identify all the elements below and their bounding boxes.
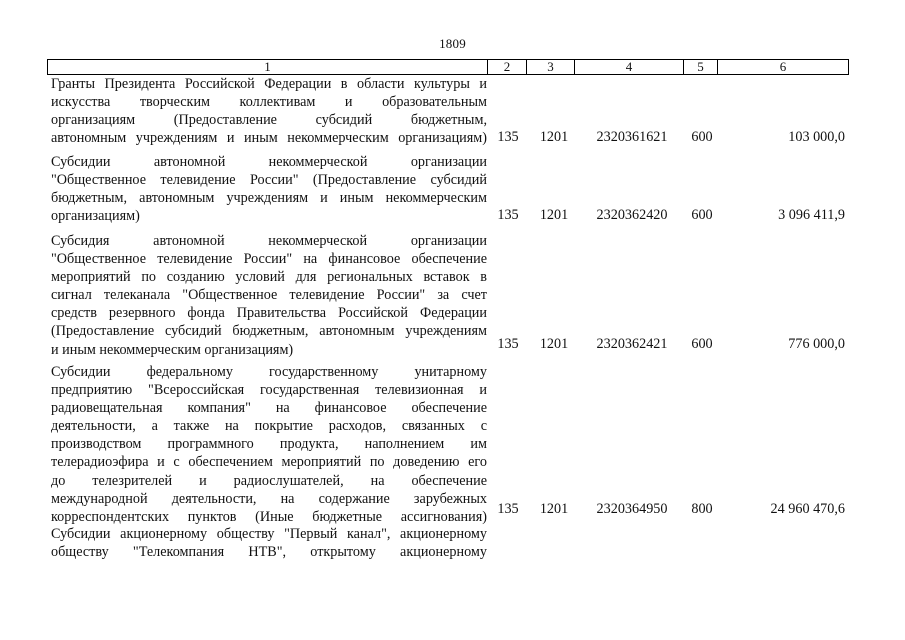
- row-target-code: 2320361621: [596, 129, 668, 145]
- row-description: [51, 75, 487, 147]
- row-amount: 776 000,0: [788, 336, 845, 352]
- description-line: Субсидии акционерному обществу "Первый канал", акционерному: [51, 526, 487, 542]
- description-line: Гранты Президента Российской Федерации в области культуры и: [51, 76, 487, 92]
- description-line: Субсидии автономной некоммерческой организации: [51, 154, 487, 170]
- row-section-code: 1201: [539, 501, 569, 517]
- row-amount: 103 000,0: [788, 129, 845, 145]
- row-expense-type: 600: [691, 336, 713, 352]
- row-ministry-code: 135: [497, 336, 519, 352]
- column-header-3: 3: [527, 60, 575, 75]
- description-line: международной деятельности, на содержание зарубежных: [51, 490, 487, 507]
- description-line: Субсидии федеральному государственному унитарному: [51, 364, 487, 380]
- row-expense-type: 600: [691, 129, 713, 145]
- column-header-6: 6: [718, 60, 849, 75]
- description-line: сигнал телеканала "Общественное телевидение России" за счет: [51, 287, 487, 304]
- description-line: мероприятий по созданию условий для региональных вставок в: [51, 269, 487, 286]
- description-line: организациям): [51, 208, 140, 225]
- row-target-code: 2320362421: [596, 336, 668, 352]
- description-line: обществу "Телекомпания НТВ", открытому акционерному: [51, 544, 487, 561]
- row-ministry-code: 135: [497, 501, 519, 517]
- row-ministry-code: 135: [497, 129, 519, 145]
- row-description: [51, 525, 487, 561]
- description-line: "Общественное телевидение России" (Предоставление субсидий: [51, 172, 487, 189]
- description-line: Субсидия автономной некоммерческой организации: [51, 233, 487, 249]
- row-section-code: 1201: [539, 336, 569, 352]
- page-number: 1809: [439, 36, 466, 51]
- description-line: бюджетным, автономным учреждениям и иным некоммерческим: [51, 190, 487, 207]
- row-description: [51, 232, 487, 359]
- description-line: корреспондентских пунктов (Иные бюджетные ассигнования): [51, 508, 487, 525]
- description-line: радиовещательная компания" на финансовое обеспечение: [51, 400, 487, 417]
- column-header-1: 1: [48, 60, 488, 75]
- description-line: производством программного продукта, наполнением им: [51, 436, 487, 453]
- row-description: [51, 363, 487, 526]
- description-line: средств резервного фонда Правительства Российской Федерации: [51, 305, 487, 322]
- row-section-code: 1201: [539, 129, 569, 145]
- row-amount: 24 960 470,6: [770, 501, 845, 517]
- row-description: [51, 153, 487, 225]
- description-line: деятельности, а также на покрытие расходов, связанных с: [51, 418, 487, 435]
- column-header-2: 2: [488, 60, 527, 75]
- description-line: организациям (Предоставление субсидий бюджетным,: [51, 112, 487, 129]
- row-section-code: 1201: [539, 207, 569, 223]
- row-target-code: 2320362420: [596, 207, 668, 223]
- row-target-code: 2320364950: [596, 501, 668, 517]
- column-header-5: 5: [684, 60, 718, 75]
- row-amount: 3 096 411,9: [778, 207, 845, 223]
- column-header-table: [47, 59, 849, 75]
- description-line: до телезрителей и радиослушателей, на обеспечение: [51, 472, 487, 489]
- description-line: автономным учреждениям и иным некоммерческим организациям): [51, 130, 487, 147]
- row-expense-type: 800: [691, 501, 713, 517]
- row-expense-type: 600: [691, 207, 713, 223]
- description-line: телерадиоэфира и с обеспечением мероприятий по доведению его: [51, 454, 487, 471]
- description-line: предприятию "Всероссийская государственная телевизионная и: [51, 382, 487, 399]
- description-line: и иным некоммерческим организациям): [51, 341, 294, 358]
- row-ministry-code: 135: [497, 207, 519, 223]
- description-line: искусства творческим коллективам и образовательным: [51, 94, 487, 111]
- description-line: (Предоставление субсидий бюджетным, автономным учреждениям: [51, 323, 487, 340]
- column-header-4: 4: [575, 60, 684, 75]
- description-line: "Общественное телевидение России" на финансовое обеспечение: [51, 251, 487, 268]
